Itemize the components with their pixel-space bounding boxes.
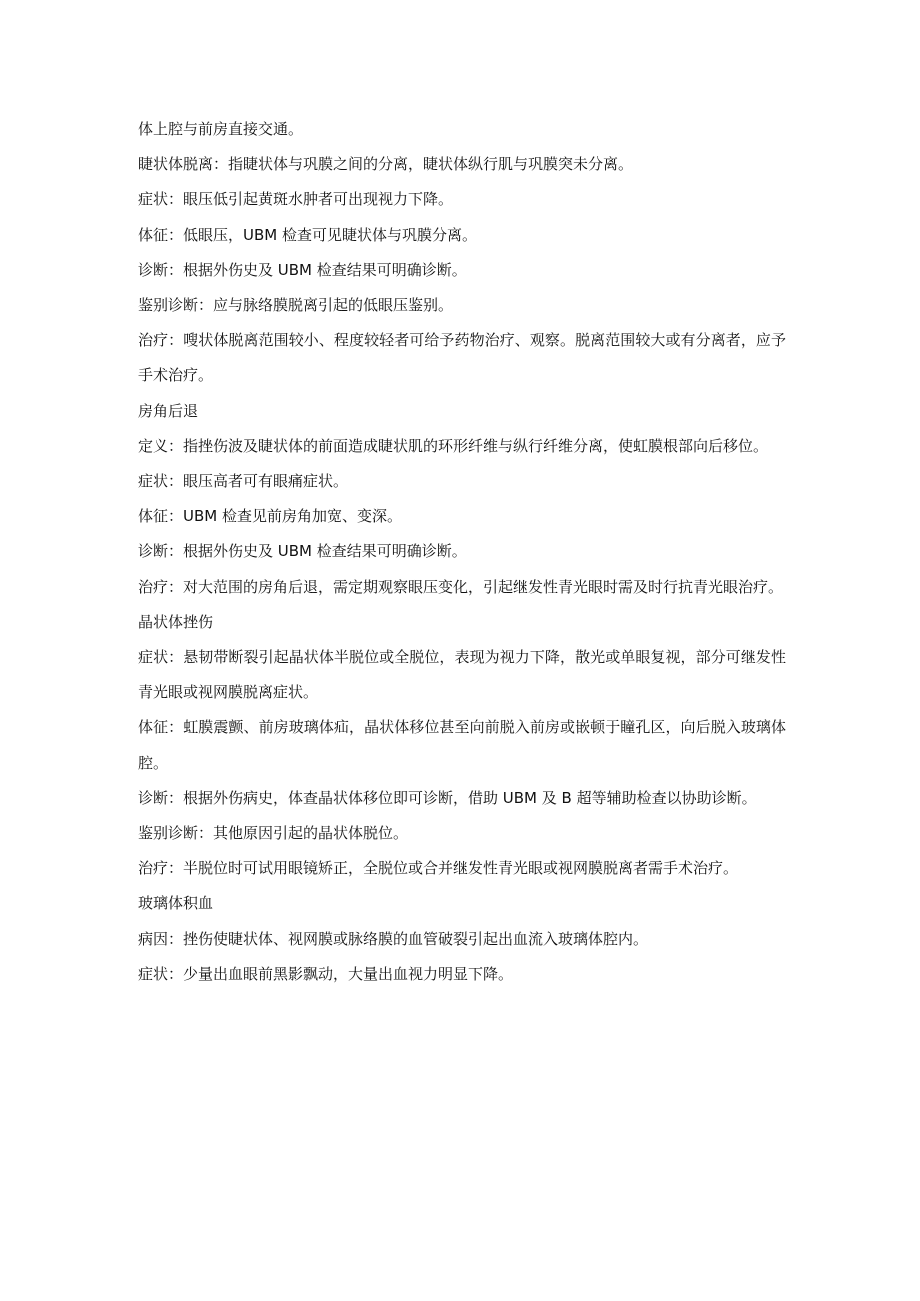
paragraph: 体征：虹膜震颤、前房玻璃体疝，晶状体移位甚至向前脱入前房或嵌顿于瞳孔区，向后脱入玻璃体腔。 bbox=[138, 718, 786, 772]
paragraph: 症状：眼压高者可有眼痛症状。 bbox=[138, 472, 349, 491]
paragraph: 鉴别诊断：其他原因引起的晶状体脱位。 bbox=[138, 824, 409, 843]
paragraph: 治疗：半脱位时可试用眼镜矫正，全脱位或合并继发性青光眼或视网膜脱离者需手术治疗。 bbox=[138, 859, 739, 878]
paragraph: 症状：悬韧带断裂引起晶状体半脱位或全脱位，表现为视力下降，散光或单眼复视，部分可继发性青光眼或视网膜脱离症状。 bbox=[138, 648, 786, 702]
paragraph: 睫状体脱离：指睫状体与巩膜之间的分离，睫状体纵行肌与巩膜突未分离。 bbox=[138, 155, 634, 174]
paragraph: 定义：指挫伤波及睫状体的前面造成睫状肌的环形纤维与纵行纤维分离，使虹膜根部向后移位。 bbox=[138, 436, 769, 455]
section-heading: 玻璃体积血 bbox=[138, 894, 214, 913]
paragraph: 诊断：根据外伤病史，体查晶状体移位即可诊断，借助 UBM 及 B 超等辅助检查以协助诊断。 bbox=[138, 788, 757, 807]
paragraph: 治疗：嗖状体脱离范围较小、程度较轻者可给予药物治疗、观察。脱离范围较大或有分离者，应予手术治疗。 bbox=[138, 331, 786, 385]
paragraph: 体上腔与前房直接交通。 bbox=[138, 120, 304, 138]
section-heading: 晶状体挫伤 bbox=[138, 612, 214, 631]
paragraph: 鉴别诊断：应与脉络膜脱离引起的低眼压鉴别。 bbox=[138, 296, 454, 315]
paragraph: 诊断：根据外伤史及 UBM 检查结果可明确诊断。 bbox=[138, 542, 467, 561]
section-heading: 房角后退 bbox=[138, 401, 199, 420]
paragraph: 治疗：对大范围的房角后退，需定期观察眼压变化，引起继发性青光眼时需及时行抗青光眼治疗。 bbox=[138, 577, 784, 596]
paragraph: 病因：挫伤使睫状体、视网膜或脉络膜的血管破裂引起出血流入玻璃体腔内。 bbox=[138, 929, 649, 948]
paragraph: 体征：UBM 检查见前房角加宽、变深。 bbox=[138, 507, 402, 526]
paragraph: 症状：少量出血眼前黑影飘动，大量出血视力明显下降。 bbox=[138, 964, 514, 983]
paragraph: 体征：低眼压，UBM 检查可见睫状体与巩膜分离。 bbox=[138, 225, 477, 244]
paragraph: 症状：眼压低引起黄斑水肿者可出现视力下降。 bbox=[138, 190, 454, 209]
paragraph: 诊断：根据外伤史及 UBM 检查结果可明确诊断。 bbox=[138, 260, 467, 279]
document-body bbox=[138, 112, 786, 992]
